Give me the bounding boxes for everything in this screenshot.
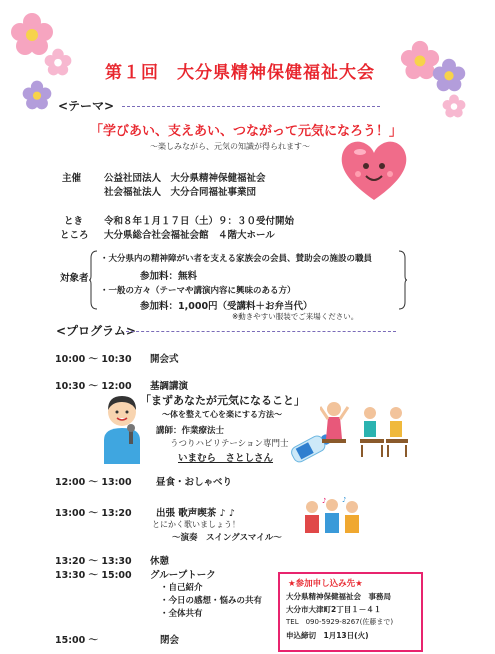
lecture-sub: ～体を整えて心を楽にする方法～	[162, 410, 282, 419]
divider	[122, 106, 380, 107]
svg-text:♪: ♪	[342, 497, 347, 504]
flower-icon	[442, 94, 466, 118]
singing-line1: とにかく歌いましょう！	[152, 520, 240, 529]
apply-address: 大分市大津町2丁目１－４１	[286, 605, 382, 614]
where-label: ところ	[60, 230, 89, 241]
apply-org: 大分県精神保健福祉会 事務局	[286, 592, 391, 601]
apply-heading: ★参加申し込み先★	[288, 579, 363, 589]
when-label: とき	[64, 216, 84, 227]
talk-item: ・自己紹介	[160, 583, 203, 593]
speaker-org: うつりハビリテーション専門士	[170, 439, 289, 449]
page-title: 第１回 大分県精神保健福祉大会	[105, 63, 375, 83]
theme-sub: ～楽しみながら、元気の知識が得られます～	[150, 142, 310, 151]
program-time: 13:30 ～ 15:00	[55, 570, 132, 581]
choir-icon	[300, 497, 364, 541]
program-time: 13:20 ～ 13:30	[55, 556, 132, 567]
program-title: 基調講演	[150, 381, 189, 392]
program-title: 開会式	[150, 354, 179, 365]
divider	[126, 331, 396, 332]
bracket-icon	[398, 250, 408, 310]
program-title: 休憩	[150, 556, 170, 567]
speaker-icon	[96, 388, 148, 464]
target-line1: ・大分県内の精神障がい者を支える家族会の会員、賛助会の施設の職員	[100, 254, 373, 264]
when-value: 令和８年１月１７日（土）９：３０受付開始	[104, 216, 295, 227]
organizer-line2: 社会福祉法人 大分合同福祉事業団	[104, 187, 257, 198]
target-label: 対象者	[60, 273, 89, 284]
svg-text:♪: ♪	[322, 497, 327, 505]
talk-item: ・今日の感想・悩みの共有	[160, 596, 263, 606]
program-title: 閉会	[160, 635, 180, 646]
flower-icon	[22, 80, 52, 110]
bracket-icon	[88, 250, 98, 310]
exercise-icon	[320, 395, 410, 465]
apply-deadline: 申込締切 1月13日(火)	[286, 631, 369, 640]
target-line2: ・一般の方々（テーマや講演内容に興味のある方）	[100, 286, 296, 296]
speaker-name: いまむら さとしさん	[178, 453, 274, 464]
flower-icon	[432, 58, 466, 92]
theme-main: 「学びあい、支えあい、つながって元気になろう！」	[90, 124, 403, 139]
program-title: 出張 歌声喫茶 ♪ ♪	[156, 508, 236, 519]
talk-item: ・全体共有	[160, 609, 203, 619]
program-heading: <プログラム>	[56, 324, 136, 338]
program-time: 15:00 ～	[55, 635, 99, 646]
target-fee2: 参加料：1,000円（受講料＋お弁当代）	[140, 301, 313, 312]
where-value: 大分県総合社会福祉会館 ４階大ホール	[104, 230, 275, 241]
lecture-title: 「まずあなたが元気になること」	[140, 394, 305, 407]
organizer-line1: 公益社団法人 大分県精神保健福祉会	[104, 173, 266, 184]
theme-heading: <テーマ>	[58, 99, 115, 113]
program-time: 10:30 ～ 12:00	[55, 381, 132, 392]
target-fee1: 参加料：無料	[140, 271, 198, 282]
organizer-label: 主催	[62, 173, 82, 184]
speaker-role: 講師：作業療法士	[156, 426, 225, 436]
program-time: 13:00 ～ 13:20	[55, 508, 132, 519]
heart-icon	[338, 136, 410, 204]
target-note: ※動きやすい服装でご来場ください。	[232, 312, 359, 321]
program-title: グループトーク	[150, 570, 216, 581]
apply-box	[278, 572, 423, 652]
program-time: 12:00 ～ 13:00	[55, 477, 132, 488]
apply-tel: TEL 090-5929-8267(佐藤まで)	[286, 618, 394, 626]
program-time: 10:00 ～ 10:30	[55, 354, 132, 365]
program-title: 昼食・おしゃべり	[156, 477, 233, 488]
singing-line2: ～演奏 スイングスマイル～	[172, 533, 282, 543]
